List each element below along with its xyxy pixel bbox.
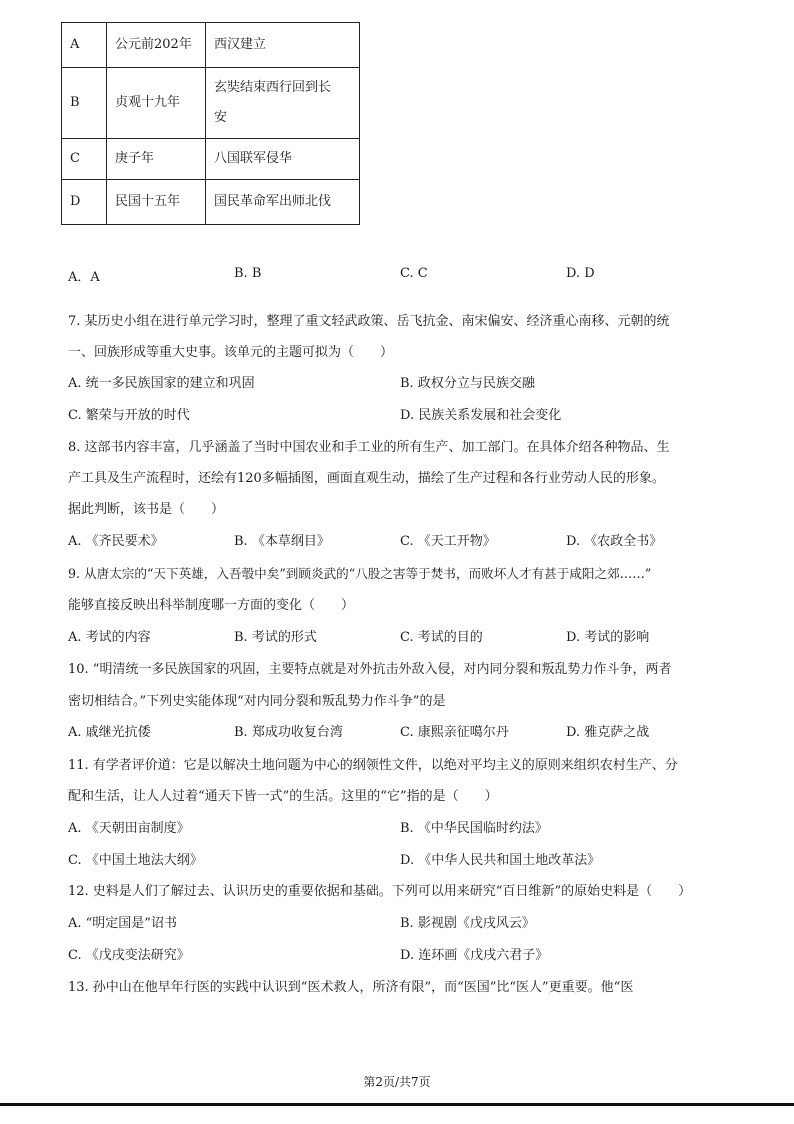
row-event [206,68,360,139]
q8-stem-line: 产工具及生产流程时，还绘有120多幅插图，画面直观生动，描绘了生产过程和各行业劳动人民的形象。 [68,471,665,486]
q12-option-a[interactable]: A. “明定国是”诏书 [68,916,177,931]
q6-option-a[interactable]: A．A [68,270,100,285]
row-event: 国民革命军出师北伐 [206,180,360,225]
q10-option-d[interactable]: D. 雅克萨之战 [566,725,650,740]
row-letter: D [62,180,107,225]
table-row [62,23,360,68]
q9-stem-line: 能够直接反映出科举制度哪一方面的变化（ ） [68,598,355,613]
q8-stem-line: 8. 这部书内容丰富，几乎涵盖了当时中国农业和手工业的所有生产、加工部门。在具体介绍各种物品、生 [68,440,670,455]
q9-option-d[interactable]: D. 考试的影响 [566,630,650,645]
row-letter: C [62,139,107,180]
q6-option-b[interactable]: B. B [234,266,262,281]
q9-option-b[interactable]: B. 考试的形式 [234,630,317,645]
q10-stem-line: 10. “明清统一多民族国家的巩固，主要特点就是对外抗击外敌入侵，对内同分裂和叛乱势力作斗争，两者 [68,662,672,677]
q12-option-d[interactable]: D. 连环画《戊戌六君子》 [400,948,549,963]
row-event: 八国联军侵华 [206,139,360,180]
q11-option-a[interactable]: A. 《天朝田亩制度》 [68,821,190,836]
q10-stem-line: 密切相结合。”下列史实能体现“对内同分裂和叛乱势力作斗争”的是 [68,694,446,709]
row-letter: B [62,68,107,139]
page-number: 第2页/共7页 [363,1075,431,1089]
q10-option-a[interactable]: A. 戚继光抗倭 [68,725,151,740]
q7-stem-line: 7. 某历史小组在进行单元学习时，整理了重文轻武政策、岳飞抗金、南宋偏安、经济重心南移、元朝的统 [68,314,670,329]
q8-option-d[interactable]: D. 《农政全书》 [566,534,663,549]
row-time: 贞观十九年 [107,68,206,139]
row-event-line: 安 [214,110,228,125]
q9-stem-line: 9. 从唐太宗的“天下英雄，入吾彀中矣”到顾炎武的“八股之害等于焚书，而败坏人才有甚于咸阳之郊……” [68,566,652,581]
q10-option-b[interactable]: B. 郑成功收复台湾 [234,725,343,740]
q11-stem-line: 11. 有学者评价道：它是以解决土地问题为中心的纲领性文件，以绝对平均主义的原则来组织农村生产、分 [68,758,678,773]
table-row [62,180,360,225]
q9-option-a[interactable]: A. 考试的内容 [68,630,151,645]
q8-option-b[interactable]: B. 《本草纲目》 [234,534,330,549]
q7-option-a[interactable]: A. 统一多民族国家的建立和巩固 [68,376,255,391]
q8-option-a[interactable]: A. 《齐民要术》 [68,534,164,549]
q8-stem-line: 据此判断，该书是（ ） [68,502,225,517]
q10-option-c[interactable]: C. 康熙亲征噶尔丹 [400,725,509,740]
q7-option-b[interactable]: B. 政权分立与民族交融 [400,376,535,391]
q7-stem-line: 一、回族形成等重大史事。该单元的主题可拟为（ ） [68,345,394,360]
row-time: 民国十五年 [107,180,206,225]
q13-stem-line: 13. 孙中山在他早年行医的实践中认识到“医术救人，所济有限”，而“医国”比“医人”更重要。他“医 [68,980,634,995]
q11-stem-line: 配和生活，让人人过着“通天下皆一式”的生活。这里的“它”指的是（ ） [68,789,498,804]
q12-stem-line: 12. 史料是人们了解过去、认识历史的重要依据和基础。下列可以用来研究“百日维新”的原始史料是（ ） [68,884,692,899]
q6-option-d[interactable]: D. D [566,266,595,281]
q8-option-c[interactable]: C. 《天工开物》 [400,534,496,549]
q12-option-b[interactable]: B. 影视剧《戊戌风云》 [400,916,535,931]
answer-options-table [61,22,360,225]
q7-option-c[interactable]: C. 繁荣与开放的时代 [68,408,190,423]
row-time: 庚子年 [107,139,206,180]
q11-option-b[interactable]: B. 《中华民国临时约法》 [400,821,548,836]
bottom-rule [0,1103,794,1106]
q11-option-c[interactable]: C. 《中国土地法大纲》 [68,853,203,868]
q9-option-c[interactable]: C. 考试的目的 [400,630,483,645]
table-row [62,68,360,139]
q11-option-d[interactable]: D. 《中华人民共和国土地改革法》 [400,853,601,868]
row-event-line: 玄奘结束西行回到长 [214,80,332,95]
q12-option-c[interactable]: C. 《戊戌变法研究》 [68,948,190,963]
table-row [62,139,360,180]
q7-option-d[interactable]: D. 民族关系发展和社会变化 [400,408,562,423]
row-event: 西汉建立 [206,23,360,68]
row-letter: A [62,23,107,68]
row-time: 公元前202年 [107,23,206,68]
q6-option-c[interactable]: C. C [400,266,428,281]
